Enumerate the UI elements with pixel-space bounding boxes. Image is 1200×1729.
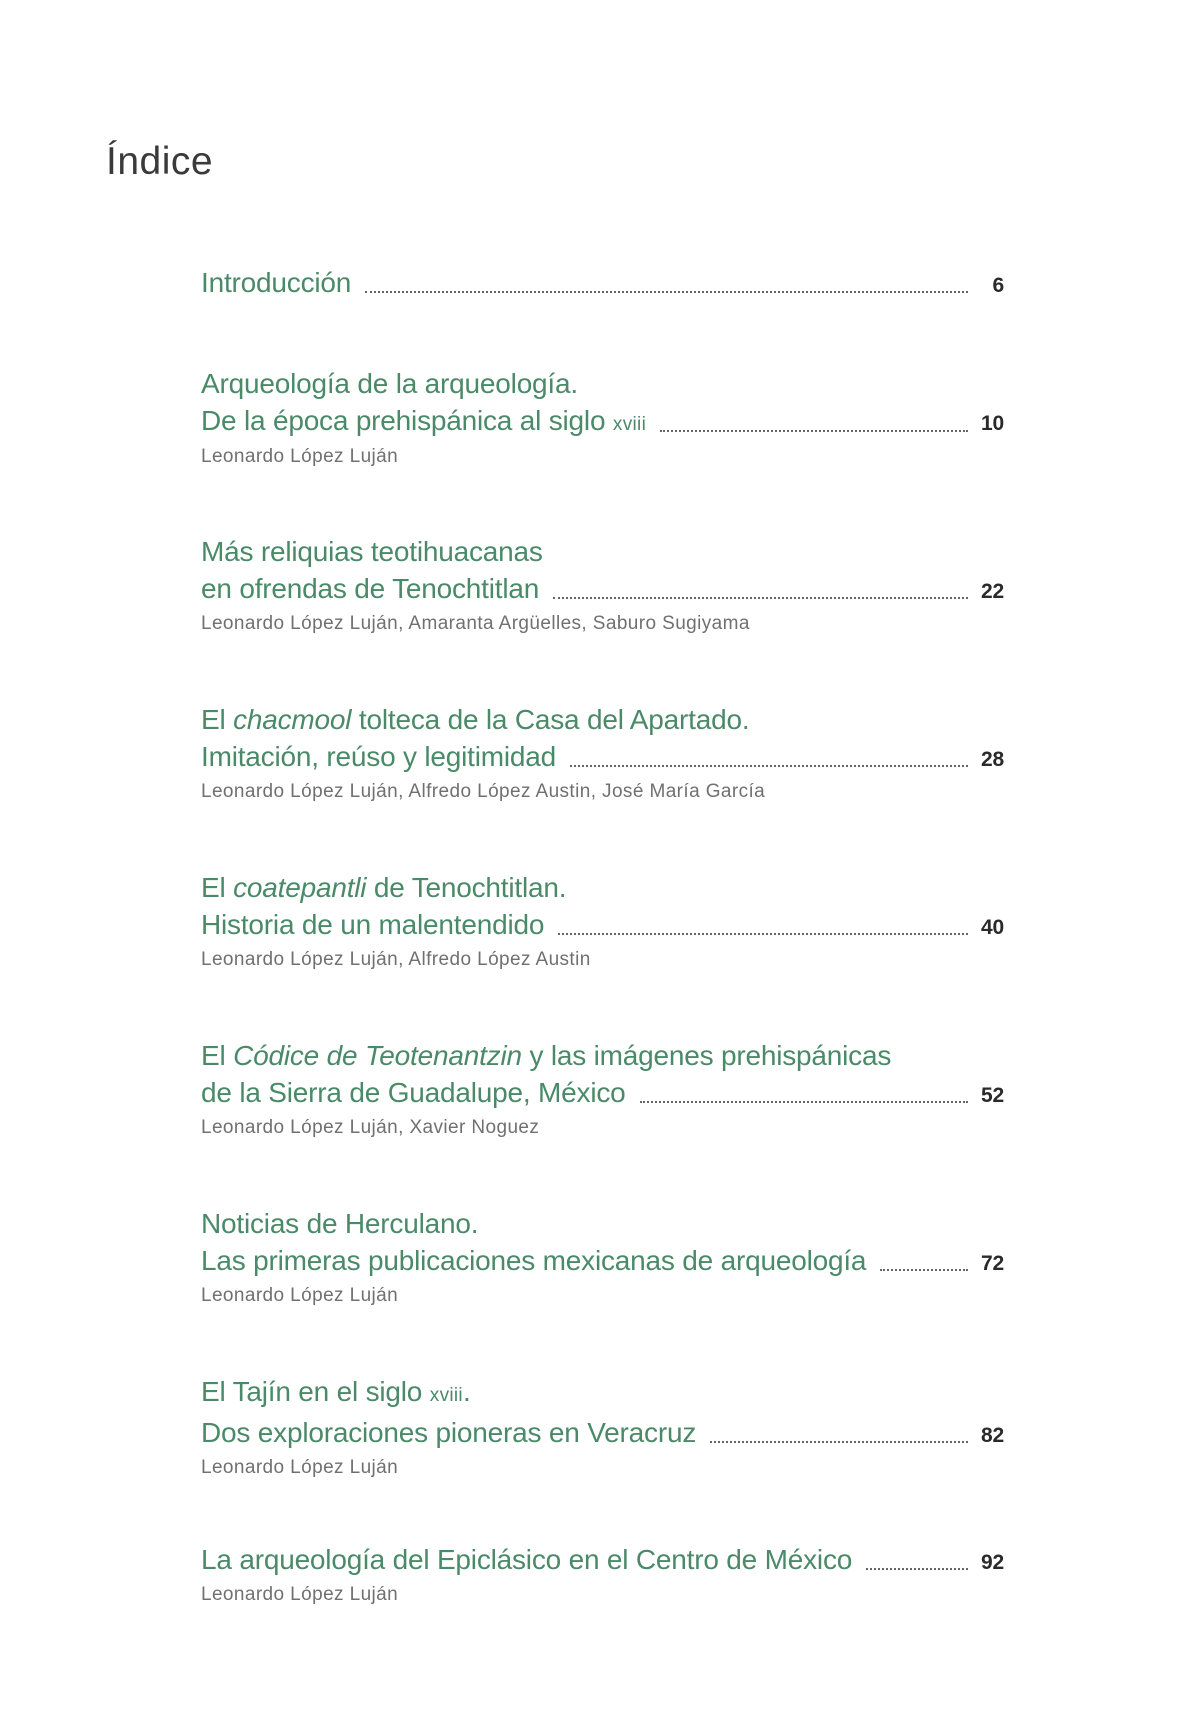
toc-title-line-2: Imitación, reúso y legitimidad [201, 741, 557, 772]
toc-entry-arqueologia-de-la-arqueologia[interactable] [201, 365, 1004, 471]
toc-authors: Leonardo López Luján [201, 1584, 399, 1605]
page-number: 10 [981, 412, 1004, 435]
toc-title-text: De la época prehispánica al siglo [201, 405, 606, 436]
toc-title-italic: chacmool [233, 704, 352, 735]
toc-title-line-2: Las primeras publicaciones mexicanas de arqueología [201, 1245, 867, 1276]
toc-title-line-1 [201, 869, 1004, 906]
dot-leader [710, 1440, 968, 1443]
toc-entry-noticias-de-herculano[interactable] [201, 1205, 1004, 1310]
toc-title: La arqueología del Epiclásico en el Centro de México [201, 1544, 853, 1575]
toc-title-line-2: de la Sierra de Guadalupe, México [201, 1077, 626, 1108]
toc-entry-coatepantli[interactable] [201, 869, 1004, 974]
toc-title-text: . [462, 1376, 471, 1407]
toc-title-text: y las imágenes prehispánicas [521, 1040, 892, 1071]
dot-leader [553, 596, 968, 599]
toc-authors: Leonardo López Luján [201, 1457, 399, 1478]
toc-title-text: de Tenochtitlan. [366, 872, 567, 903]
toc-title-row [201, 1414, 1004, 1454]
dot-leader [570, 764, 968, 767]
toc-title-line-2 [201, 402, 646, 443]
toc-title-row [201, 738, 1004, 778]
toc-title-row [201, 906, 1004, 946]
toc-title-text: El [201, 872, 234, 903]
toc-title-text: El [201, 704, 234, 735]
toc-title-line-2: en ofrendas de Tenochtitlan [201, 573, 540, 604]
dot-leader [365, 290, 968, 293]
dot-leader [660, 429, 968, 432]
dot-leader [880, 1268, 968, 1271]
toc-entry-mas-reliquias[interactable] [201, 533, 1004, 638]
toc-authors: Leonardo López Luján, Amaranta Argüelles, Saburo Sugiyama [201, 613, 750, 634]
dot-leader [866, 1567, 968, 1570]
toc-title-text: El Tajín en el siglo [201, 1376, 430, 1407]
toc-title-line-1: Noticias de Herculano. [201, 1208, 479, 1239]
page-number: 82 [981, 1424, 1004, 1447]
toc-title-row [201, 402, 1004, 443]
toc-title-row [201, 1074, 1004, 1114]
toc-title: Introducción [201, 267, 352, 298]
toc-title-row [201, 264, 1004, 304]
toc-title-row [201, 1242, 1004, 1282]
page-number: 28 [981, 748, 1004, 771]
toc-authors: Leonardo López Luján, Xavier Noguez [201, 1117, 540, 1138]
toc-entry-chacmool[interactable] [201, 701, 1004, 806]
roman-numeral-century: xviii [612, 414, 647, 435]
page-title: Índice [106, 140, 214, 183]
toc-entry-el-tajin[interactable] [201, 1373, 1004, 1482]
toc-entry-codice-de-teotenantzin[interactable] [201, 1037, 1004, 1142]
toc-title-line-1 [201, 1373, 1004, 1414]
dot-leader [640, 1100, 968, 1103]
toc-title-line-2: Historia de un malentendido [201, 909, 545, 940]
dot-leader [558, 932, 968, 935]
toc-title-text: El [201, 1040, 234, 1071]
toc-authors: Leonardo López Luján [201, 446, 399, 467]
toc-title-line-1 [201, 1037, 1004, 1074]
toc-title-line-1 [201, 701, 1004, 738]
toc-entry-epiclasico[interactable] [201, 1541, 1004, 1609]
page-number: 52 [981, 1084, 1004, 1107]
page-number: 72 [981, 1252, 1004, 1275]
toc-entry-introduccion[interactable] [201, 264, 1004, 304]
toc-title-italic: Códice de Teotenantzin [233, 1040, 522, 1071]
toc-title-italic: coatepantli [233, 872, 367, 903]
toc-authors: Leonardo López Luján [201, 1285, 399, 1306]
page-number: 6 [992, 274, 1004, 297]
toc-title-row [201, 1541, 1004, 1581]
toc-authors: Leonardo López Luján, Alfredo López Austin [201, 949, 591, 970]
page-number: 40 [981, 916, 1004, 939]
toc-authors: Leonardo López Luján, Alfredo López Austin, José María García [201, 781, 766, 802]
toc-title-line-2: Dos exploraciones pioneras en Veracruz [201, 1417, 697, 1448]
toc-title-line-1: Más reliquias teotihuacanas [201, 536, 543, 567]
page-number: 92 [981, 1551, 1004, 1574]
toc-title-line-1: Arqueología de la arqueología. [201, 368, 578, 399]
roman-numeral-century: xviii [429, 1385, 463, 1406]
toc-title-text: tolteca de la Casa del Apartado. [351, 704, 750, 735]
page-number: 22 [981, 580, 1004, 603]
toc-title-row [201, 570, 1004, 610]
